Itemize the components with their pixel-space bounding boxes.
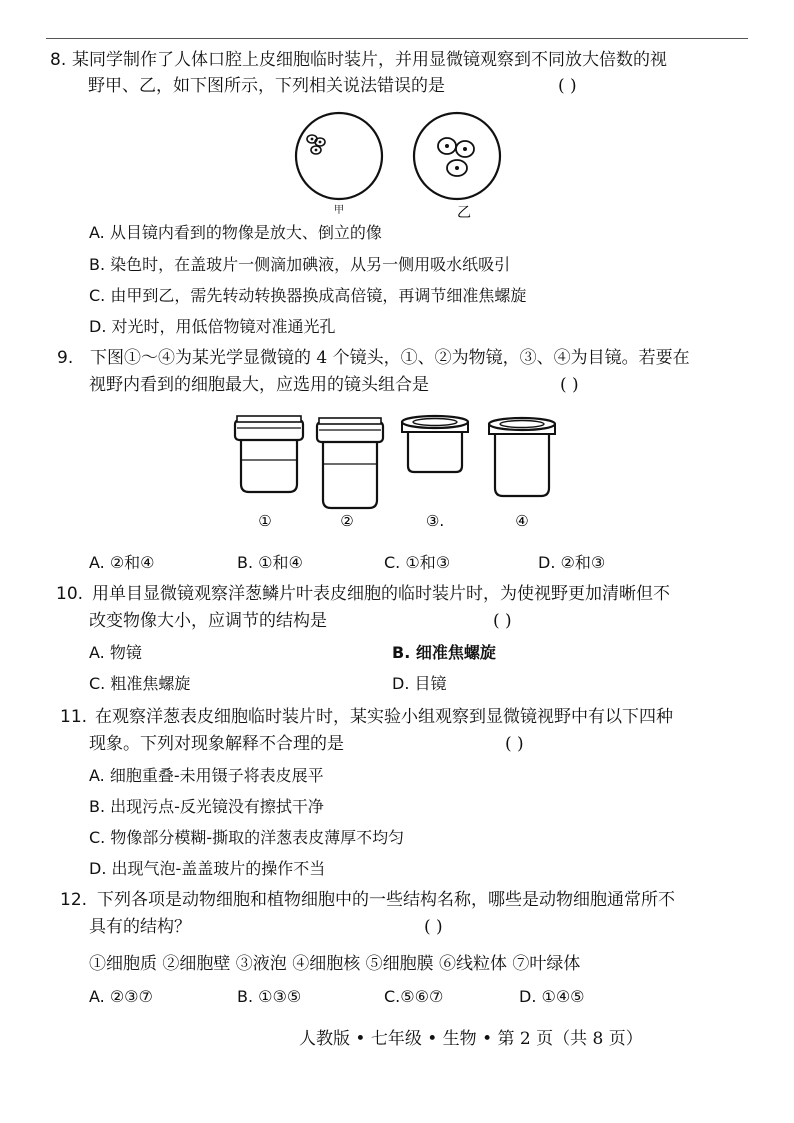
q12-option-a: A. ②③⑦ (89, 987, 153, 1006)
q9-option-b: B. ①和④ (237, 553, 303, 572)
q9-answer-blank: ( ) (560, 375, 579, 395)
q12-stem-line2: 具有的结构？ (89, 917, 191, 937)
q11-option-d: D. 出现气泡-盖盖玻片的操作不当 (89, 859, 326, 878)
q10-option-c: C. 粗准焦螺旋 (89, 674, 191, 693)
q9-option-c: C. ①和③ (384, 553, 451, 572)
lens-4 (489, 418, 555, 496)
q8-stem-line1: 某同学制作了人体口腔上皮细胞临时装片，并用显微镜观察到不同放大倍数的视 (72, 50, 667, 70)
lens-1 (235, 416, 303, 492)
q8-option-a: A. 从目镜内看到的物像是放大、倒立的像 (89, 223, 382, 242)
q10-stem-line2: 改变物像大小，应调节的结构是 (89, 611, 327, 631)
header-rule (46, 38, 748, 39)
q9-option-d: D. ②和③ (538, 553, 606, 572)
q12-answer-blank: ( ) (424, 917, 443, 937)
field-jia-label: 甲 (334, 205, 344, 216)
q9-option-a: A. ②和④ (89, 553, 155, 572)
q10-stem-line1: 用单目显微镜观察洋葱鳞片叶表皮细胞的临时装片时，为使视野更加清晰但不 (92, 584, 670, 604)
q9-stem-line2: 视野内看到的细胞最大，应选用的镜头组合是 (89, 375, 429, 395)
field-yi (414, 113, 500, 199)
q8-option-c: C. 由甲到乙，需先转动转换器换成高倍镜，再调节细准焦螺旋 (89, 286, 527, 305)
lens-3 (402, 416, 468, 472)
field-jia (296, 113, 382, 199)
q11-option-c: C. 物像部分模糊-撕取的洋葱表皮薄厚不均匀 (89, 828, 405, 847)
q10-answer-blank: ( ) (493, 611, 512, 631)
q9-stem-line1: 下图①～④为某光学显微镜的 4 个镜头，①、②为物镜，③、④为目镜。若要在 (90, 348, 690, 368)
q8-option-b: B. 染色时，在盖玻片一侧滴加碘液，从另一侧用吸水纸吸引 (89, 255, 511, 274)
q8-answer-blank: ( ) (558, 76, 577, 96)
q8-option-d: D. 对光时，用低倍物镜对准通光孔 (89, 317, 336, 336)
q10-option-b: B. 细准焦螺旋 (392, 643, 496, 662)
q11-stem-line2: 现象。下列对现象解释不合理的是 (89, 734, 344, 754)
q8-number: 8. (50, 50, 67, 70)
q12-structure-list: ①细胞质 ②细胞壁 ③液泡 ④细胞核 ⑤细胞膜 ⑥线粒体 ⑦叶绿体 (89, 954, 581, 974)
page-footer: 人教版 • 七年级 • 生物 • 第 2 页（共 8 页） (299, 1029, 643, 1049)
q12-option-c: C.⑤⑥⑦ (384, 987, 444, 1006)
lens-2-label: ② (340, 512, 354, 530)
lens-3-label: ③. (425, 512, 445, 530)
q10-option-d: D. 目镜 (392, 674, 447, 693)
q10-number: 10. (56, 584, 84, 604)
q8-microscope-fields-figure (292, 106, 502, 224)
lens-4-label: ④ (515, 512, 529, 530)
q8-stem-line2: 野甲、乙，如下图所示，下列相关说法错误的是 (88, 76, 445, 96)
q11-option-a: A. 细胞重叠-未用镊子将表皮展平 (89, 766, 324, 785)
q12-option-b: B. ①③⑤ (237, 987, 302, 1006)
lens-2 (317, 418, 383, 508)
q9-lens-figure (225, 412, 575, 537)
field-yi-label: 乙 (457, 205, 471, 221)
lens-1-label: ① (258, 512, 272, 530)
q12-option-d: D. ①④⑤ (519, 987, 585, 1006)
q11-option-b: B. 出现污点-反光镜没有擦拭干净 (89, 797, 324, 816)
q12-stem-line1: 下列各项是动物细胞和植物细胞中的一些结构名称，哪些是动物细胞通常所不 (97, 890, 675, 910)
q12-number: 12. (60, 890, 88, 910)
q11-number: 11. (60, 707, 88, 727)
q10-option-a: A. 物镜 (89, 643, 142, 662)
q9-number: 9. (57, 348, 74, 368)
q11-answer-blank: ( ) (505, 734, 524, 754)
q11-stem-line1: 在观察洋葱表皮细胞临时装片时，某实验小组观察到显微镜视野中有以下四种 (95, 707, 673, 727)
